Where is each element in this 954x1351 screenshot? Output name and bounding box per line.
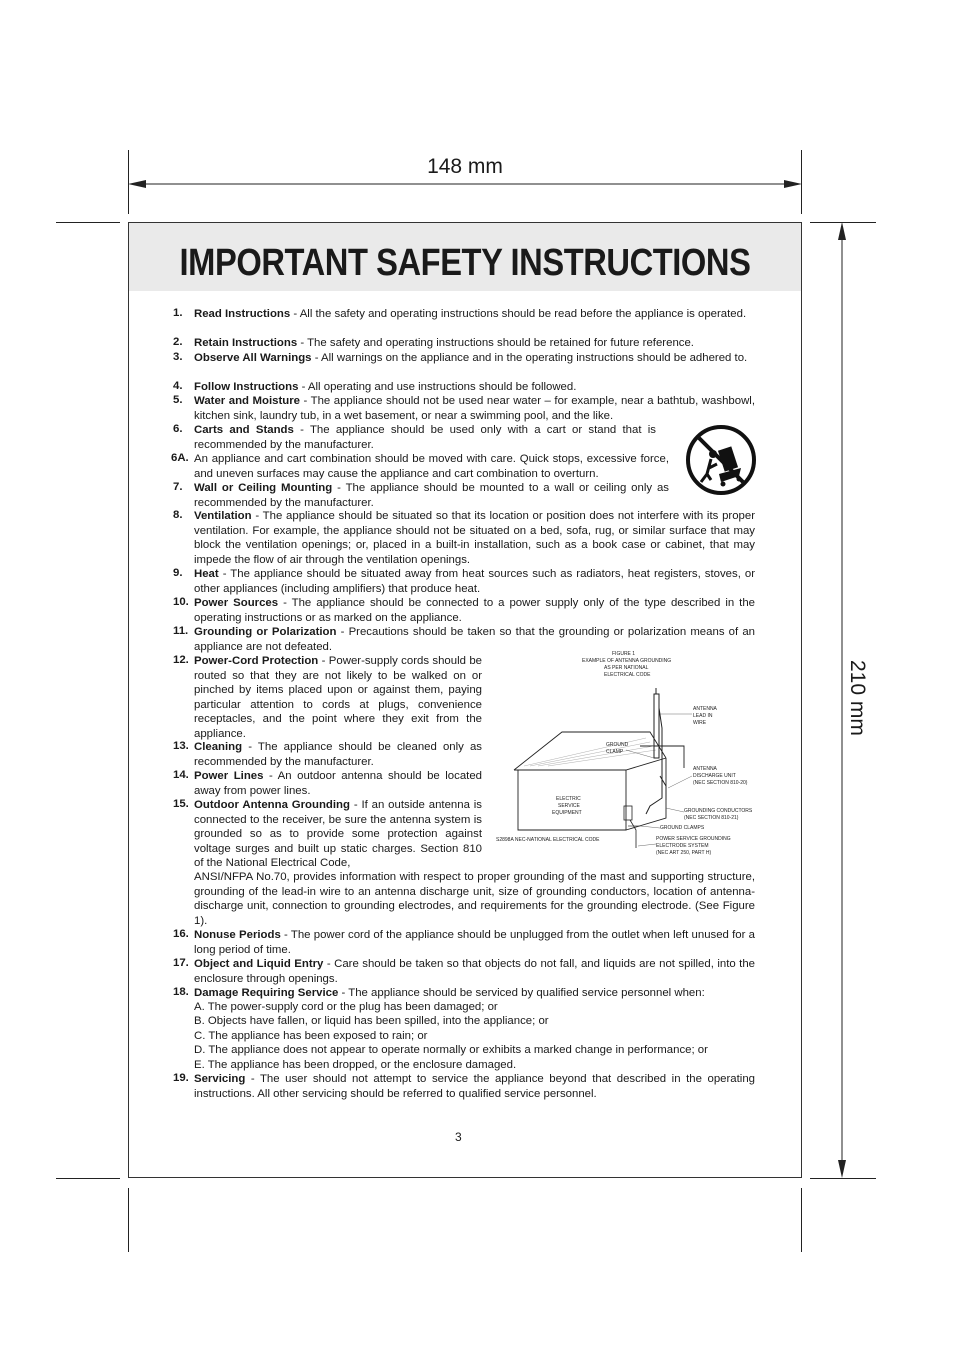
label-ground-clamp-1: GROUND <box>606 742 629 748</box>
item-heading: Damage Requiring Service <box>194 987 339 999</box>
label-electric-1: ELECTRIC <box>556 796 581 802</box>
item-body: - An outdoor antenna should be located away from power lines. <box>194 770 482 797</box>
item-heading: Object and Liquid Entry <box>194 958 324 970</box>
item-text <box>194 769 482 798</box>
item-number: 7. <box>173 481 183 493</box>
item-number: 2. <box>173 336 183 348</box>
item-text <box>194 423 656 452</box>
label-power-service-3: (NEC ART 250, PART H) <box>656 850 712 856</box>
item-heading: Nonuse Periods <box>194 929 281 941</box>
item-body: - The appliance should be mounted to a wall or ceiling only as recommended by the manufacturer. <box>194 482 669 509</box>
item-text <box>194 596 755 625</box>
item-text <box>194 654 482 741</box>
item-text <box>194 351 755 366</box>
label-discharge-3: (NEC SECTION 810-20) <box>693 780 748 786</box>
item-heading: Read Instructions <box>194 308 291 320</box>
item-body: - All warnings on the appliance and in the operating instructions should be adhered to. <box>311 352 748 364</box>
crop-mark-bottom-left <box>128 1188 129 1252</box>
item-heading: Heat <box>194 568 219 580</box>
crop-mark-bottom-right <box>801 1188 802 1252</box>
damage-condition: C. The appliance has been exposed to rain; or <box>194 1030 428 1042</box>
item-heading: Follow Instructions <box>194 381 299 393</box>
width-label: 148 mm <box>427 155 503 178</box>
label-nec-code: S2898A NEC-NATIONAL ELECTRICAL CODE <box>496 837 600 843</box>
item-body: - The appliance should be used only with a cart or stand that is recommended by the manufacturer. <box>194 424 656 451</box>
label-discharge-1: ANTENNA <box>693 766 717 772</box>
figure-title-4: ELECTRICAL CODE <box>604 672 651 678</box>
label-discharge-2: DISCHARGE UNIT <box>693 773 736 779</box>
item-body: - Care should be taken so that objects do not fall, and liquids are not spilled, into the enclosure through openings. <box>194 958 756 985</box>
item-number: 15. <box>173 798 189 810</box>
item-number: 8. <box>173 509 183 521</box>
item-body: - Power-supply cords should be routed so that they are not likely to be walked on or pinched by items placed upon or against them, paying particular attention to cords at plugs, convenience receptacles, and the point where they exit from the appliance. <box>194 655 482 740</box>
item-number: 4. <box>173 380 183 392</box>
item-body: - All operating and use instructions should be followed. <box>298 381 577 393</box>
item-text <box>194 798 482 871</box>
item-body: - Precautions should be taken so that the grounding or polarization means of an appliance are not defeated. <box>194 626 755 653</box>
label-grounding-conductors-2: (NEC SECTION 810-21) <box>684 815 739 821</box>
item-heading: Ventilation <box>194 510 252 522</box>
item-number: 5. <box>173 394 183 406</box>
item-text <box>194 870 755 928</box>
item-number: 14. <box>173 769 189 781</box>
item-number: 9. <box>173 567 183 579</box>
item-body: - The appliance should be serviced by qualified service personnel when: <box>338 987 705 999</box>
item-body: - All the safety and operating instructions should be read before the appliance is operated. <box>290 308 747 320</box>
item-number: 13. <box>173 740 189 752</box>
damage-condition: D. The appliance does not appear to operate normally or exhibits a marked change in performance; or <box>194 1044 708 1056</box>
label-ground-clamp-2: CLAMP <box>606 749 624 755</box>
item-heading: Servicing <box>194 1073 246 1085</box>
cart-tip-warning-icon <box>685 424 757 496</box>
item-number: 16. <box>173 928 189 940</box>
item-text <box>194 307 755 322</box>
label-electric-3: EQUIPMENT <box>552 810 582 816</box>
item-heading: Wall or Ceiling Mounting <box>194 482 333 494</box>
item-heading: Outdoor Antenna Grounding <box>194 799 350 811</box>
label-power-service-2: ELECTRODE SYSTEM <box>656 843 709 849</box>
item-heading: Grounding or Polarization <box>194 626 337 638</box>
item-text <box>194 986 755 1001</box>
item-number: 6A. <box>171 452 189 464</box>
damage-condition: A. The power-supply cord or the plug has been damaged; or <box>194 1001 498 1013</box>
crop-mark-left-bottom <box>56 1178 120 1179</box>
item-number: 10. <box>173 596 189 608</box>
item-number: 1. <box>173 307 183 319</box>
item-body: - The user should not attempt to service the appliance beyond that described in the operating instructions. All other servicing should be referred to qualified service personnel. <box>194 1073 755 1100</box>
item-text <box>194 928 755 957</box>
item-body: - The appliance should be cleaned only as recommended by the manufacturer. <box>194 741 482 768</box>
damage-condition: E. The appliance has been dropped, or the enclosure damaged. <box>194 1059 517 1071</box>
item-heading: Carts and Stands <box>194 424 294 436</box>
item-heading: Power-Cord Protection <box>194 655 319 667</box>
antenna-grounding-figure <box>490 648 770 860</box>
figure-title-3: AS PER NATIONAL <box>604 665 649 671</box>
page-number: 3 <box>455 1130 462 1144</box>
item-body: - The safety and operating instructions should be retained for future reference. <box>297 337 694 349</box>
item-text <box>194 452 669 481</box>
item-body: - If an outside antenna is connected to the receiver, be sure the antenna system is grounded so as to provide some protection against voltage surges and built up static charges. Section 810 of the National Electrical Code, <box>194 799 482 869</box>
label-antenna-3: WIRE <box>693 720 707 726</box>
item-body: - The appliance should be situated away from heat sources such as radiators, heat registers, stoves, or other appliances (including amplifiers) that produce heat. <box>194 568 755 595</box>
item-body: - The appliance should be connected to a power supply only of the type described in the operating instructions or as marked on the appliance. <box>194 597 755 624</box>
item-body: - The power cord of the appliance should be unplugged from the outlet when left unused for a long period of time. <box>194 929 755 956</box>
item-body: - The appliance should not be used near water – for example, near a bathtub, washbowl, kitchen sink, laundry tub, in a wet basement, or near a swimming pool, and the like. <box>194 395 755 422</box>
item-heading: Cleaning <box>194 741 243 753</box>
item-heading: Water and Moisture <box>194 395 300 407</box>
item-number: 3. <box>173 351 183 363</box>
height-label: 210 mm <box>846 660 869 736</box>
item-heading: Power Sources <box>194 597 279 609</box>
item-body: ANSI/NFPA No.70, provides information with respect to proper grounding of the mast and supporting structure, grounding of the lead-in wire to an antenna discharge unit, size of grounding conductors, location of antenna-discharge unit, connection to grounding electrodes, and requirements for the grounding electrode. (See Figure 1). <box>194 871 755 927</box>
item-text <box>194 740 482 769</box>
crop-mark-left-top <box>56 222 120 223</box>
label-antenna-1: ANTENNA <box>693 706 717 712</box>
item-number: 19. <box>173 1072 189 1084</box>
item-number: 12. <box>173 654 189 666</box>
item-heading: Power Lines <box>194 770 264 782</box>
label-electric-2: SERVICE <box>558 803 580 809</box>
page-title: IMPORTANT SAFETY INSTRUCTIONS <box>179 242 751 284</box>
item-text <box>194 481 669 510</box>
item-body: - The appliance should be situated so that its location or position does not interfere with its proper ventilation. For example, the appliance should not be situated on a bed, sofa, rug, or similar surface that may block the ventilation openings; or, placed in a built-in installation, such as a book case or cabinet, that may impede the flow of air through the ventilation openings. <box>194 510 755 566</box>
figure-title-2: EXAMPLE OF ANTENNA GROUNDING <box>582 658 672 664</box>
item-heading: Retain Instructions <box>194 337 298 349</box>
label-antenna-2: LEAD IN <box>693 713 713 719</box>
item-body: An appliance and cart combination should be moved with care. Quick stops, excessive force, and uneven surfaces may cause the appliance and cart combination to overturn. <box>194 453 669 480</box>
item-text <box>194 957 755 986</box>
figure-title-1: FIGURE 1 <box>612 651 636 657</box>
item-text <box>194 380 755 395</box>
label-grounding-conductors-1: GROUNDING CONDUCTORS <box>684 808 753 814</box>
item-text <box>194 1072 755 1101</box>
item-text <box>194 394 755 423</box>
label-ground-clamps: GROUND CLAMPS <box>660 825 705 831</box>
item-text <box>194 567 755 596</box>
item-text <box>194 336 755 351</box>
item-number: 6. <box>173 423 183 435</box>
damage-condition: B. Objects have fallen, or liquid has been spilled, into the appliance; or <box>194 1015 549 1027</box>
item-text <box>194 509 755 567</box>
label-power-service-1: POWER SERVICE GROUNDING <box>656 836 731 842</box>
item-heading: Observe All Warnings <box>194 352 312 364</box>
item-number: 11. <box>173 625 189 637</box>
item-number: 17. <box>173 957 189 969</box>
item-number: 18. <box>173 986 189 998</box>
